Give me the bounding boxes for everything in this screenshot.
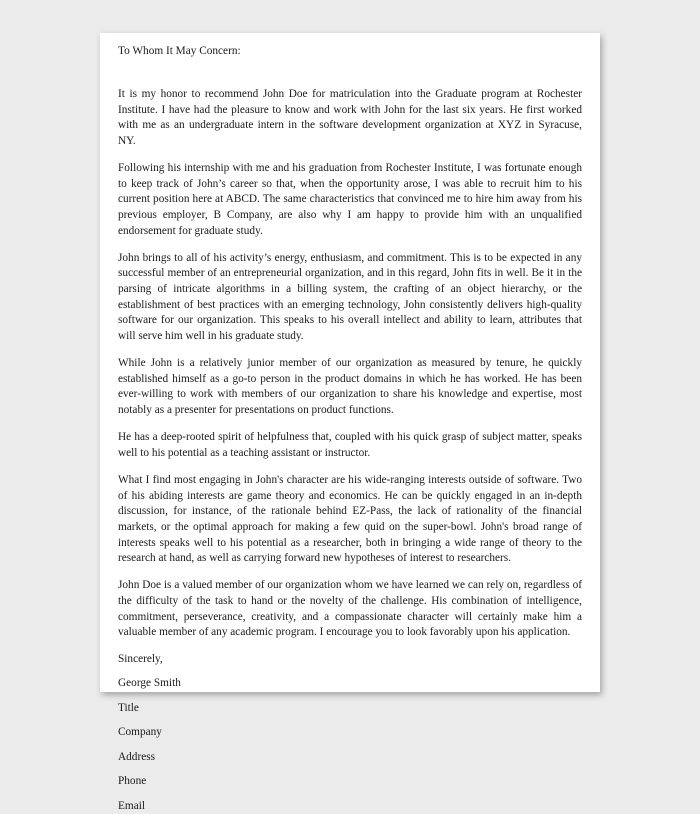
signature-line-address: Address — [118, 750, 156, 763]
letter-paragraph: Following his internship with me and his graduation from Rochester Institute, I was fortunate enough to keep track of John’s career so that, when the opportunity arose, I was able to recruit him to his current position here at ABCD. The same characteristics that convinced me to hire him away from his previous employer, B Company, are also why I am happy to provide him with an unqualified endorsement for graduate study. — [118, 162, 582, 237]
letter-paragraph: He has a deep-rooted spirit of helpfulness that, coupled with his quick grasp of subject matter, speaks well to his potential as a teaching assistant or instructor. — [118, 431, 582, 459]
signature-line-phone: Phone — [118, 775, 147, 788]
letter-paragraph: What I find most engaging in John's character are his wide-ranging interests outside of software. Two of his abiding interests are game theory and economics. He can be quickly engaged in an in-depth discussion, for instance, of the rationale behind EZ-Pass, the lack of rationality of the financial markets, or the optimal approach for making a few quid on the super-bowl. John's broad range of interests speaks well to his potential as a researcher, both in bringing a wide range of theory to the research at hand, as well as carrying forward new hypotheses of interest to researchers. — [118, 473, 582, 565]
letter-body — [118, 33, 582, 814]
signature-line-title: Title — [118, 701, 139, 714]
letter-paragraph: John Doe is a valued member of our organization whom we have learned we can rely on, regardless of the difficulty of the task to hand or the novelty of the challenge. His combination of intelligence, commitment, perseverance, creativity, and a compassionate character will certainly make him a valuable member of any academic program. I encourage you to look favorably upon his application. — [118, 579, 582, 639]
letter-salutation: To Whom It May Concern: — [118, 45, 241, 57]
letter-paragraph: John brings to all of his activity’s energy, enthusiasm, and commitment. This is to be expected in any successful member of an entrepreneurial organization, and in this regard, John fits in well. Be it in the parsing of intricate algorithms in a billing system, the crafting of an object hierarchy, or the establishment of best practices with an emerging technology, John consistently delivers high-quality software for our organization. This speaks to his overall intellect and ability to learn, attributes that will serve him well in his graduate study. — [118, 251, 582, 342]
letter-document-page — [100, 33, 600, 812]
signature-line-company: Company — [118, 726, 162, 739]
letter-paragraph: It is my honor to recommend John Doe for matriculation into the Graduate program at Rochester Institute. I have had the pleasure to know and work with John for the last six years. He first worked with me as an undergraduate intern in the software development organization at XYZ in Syracuse, NY. — [118, 88, 582, 147]
letter-paragraph: While John is a relatively junior member of our organization as measured by tenure, he quickly established himself as a go-to person in the product domains in which he has worked. He has been ever-willing to work with members of our organization to share his knowledge and expertise, most notably as a presenter for presentations on product functions. — [118, 357, 582, 417]
letter-closing: Sincerely, — [118, 653, 163, 666]
signature-block — [118, 676, 582, 814]
signature-line-email: Email — [118, 799, 145, 812]
signature-line-name: George Smith — [118, 677, 181, 690]
